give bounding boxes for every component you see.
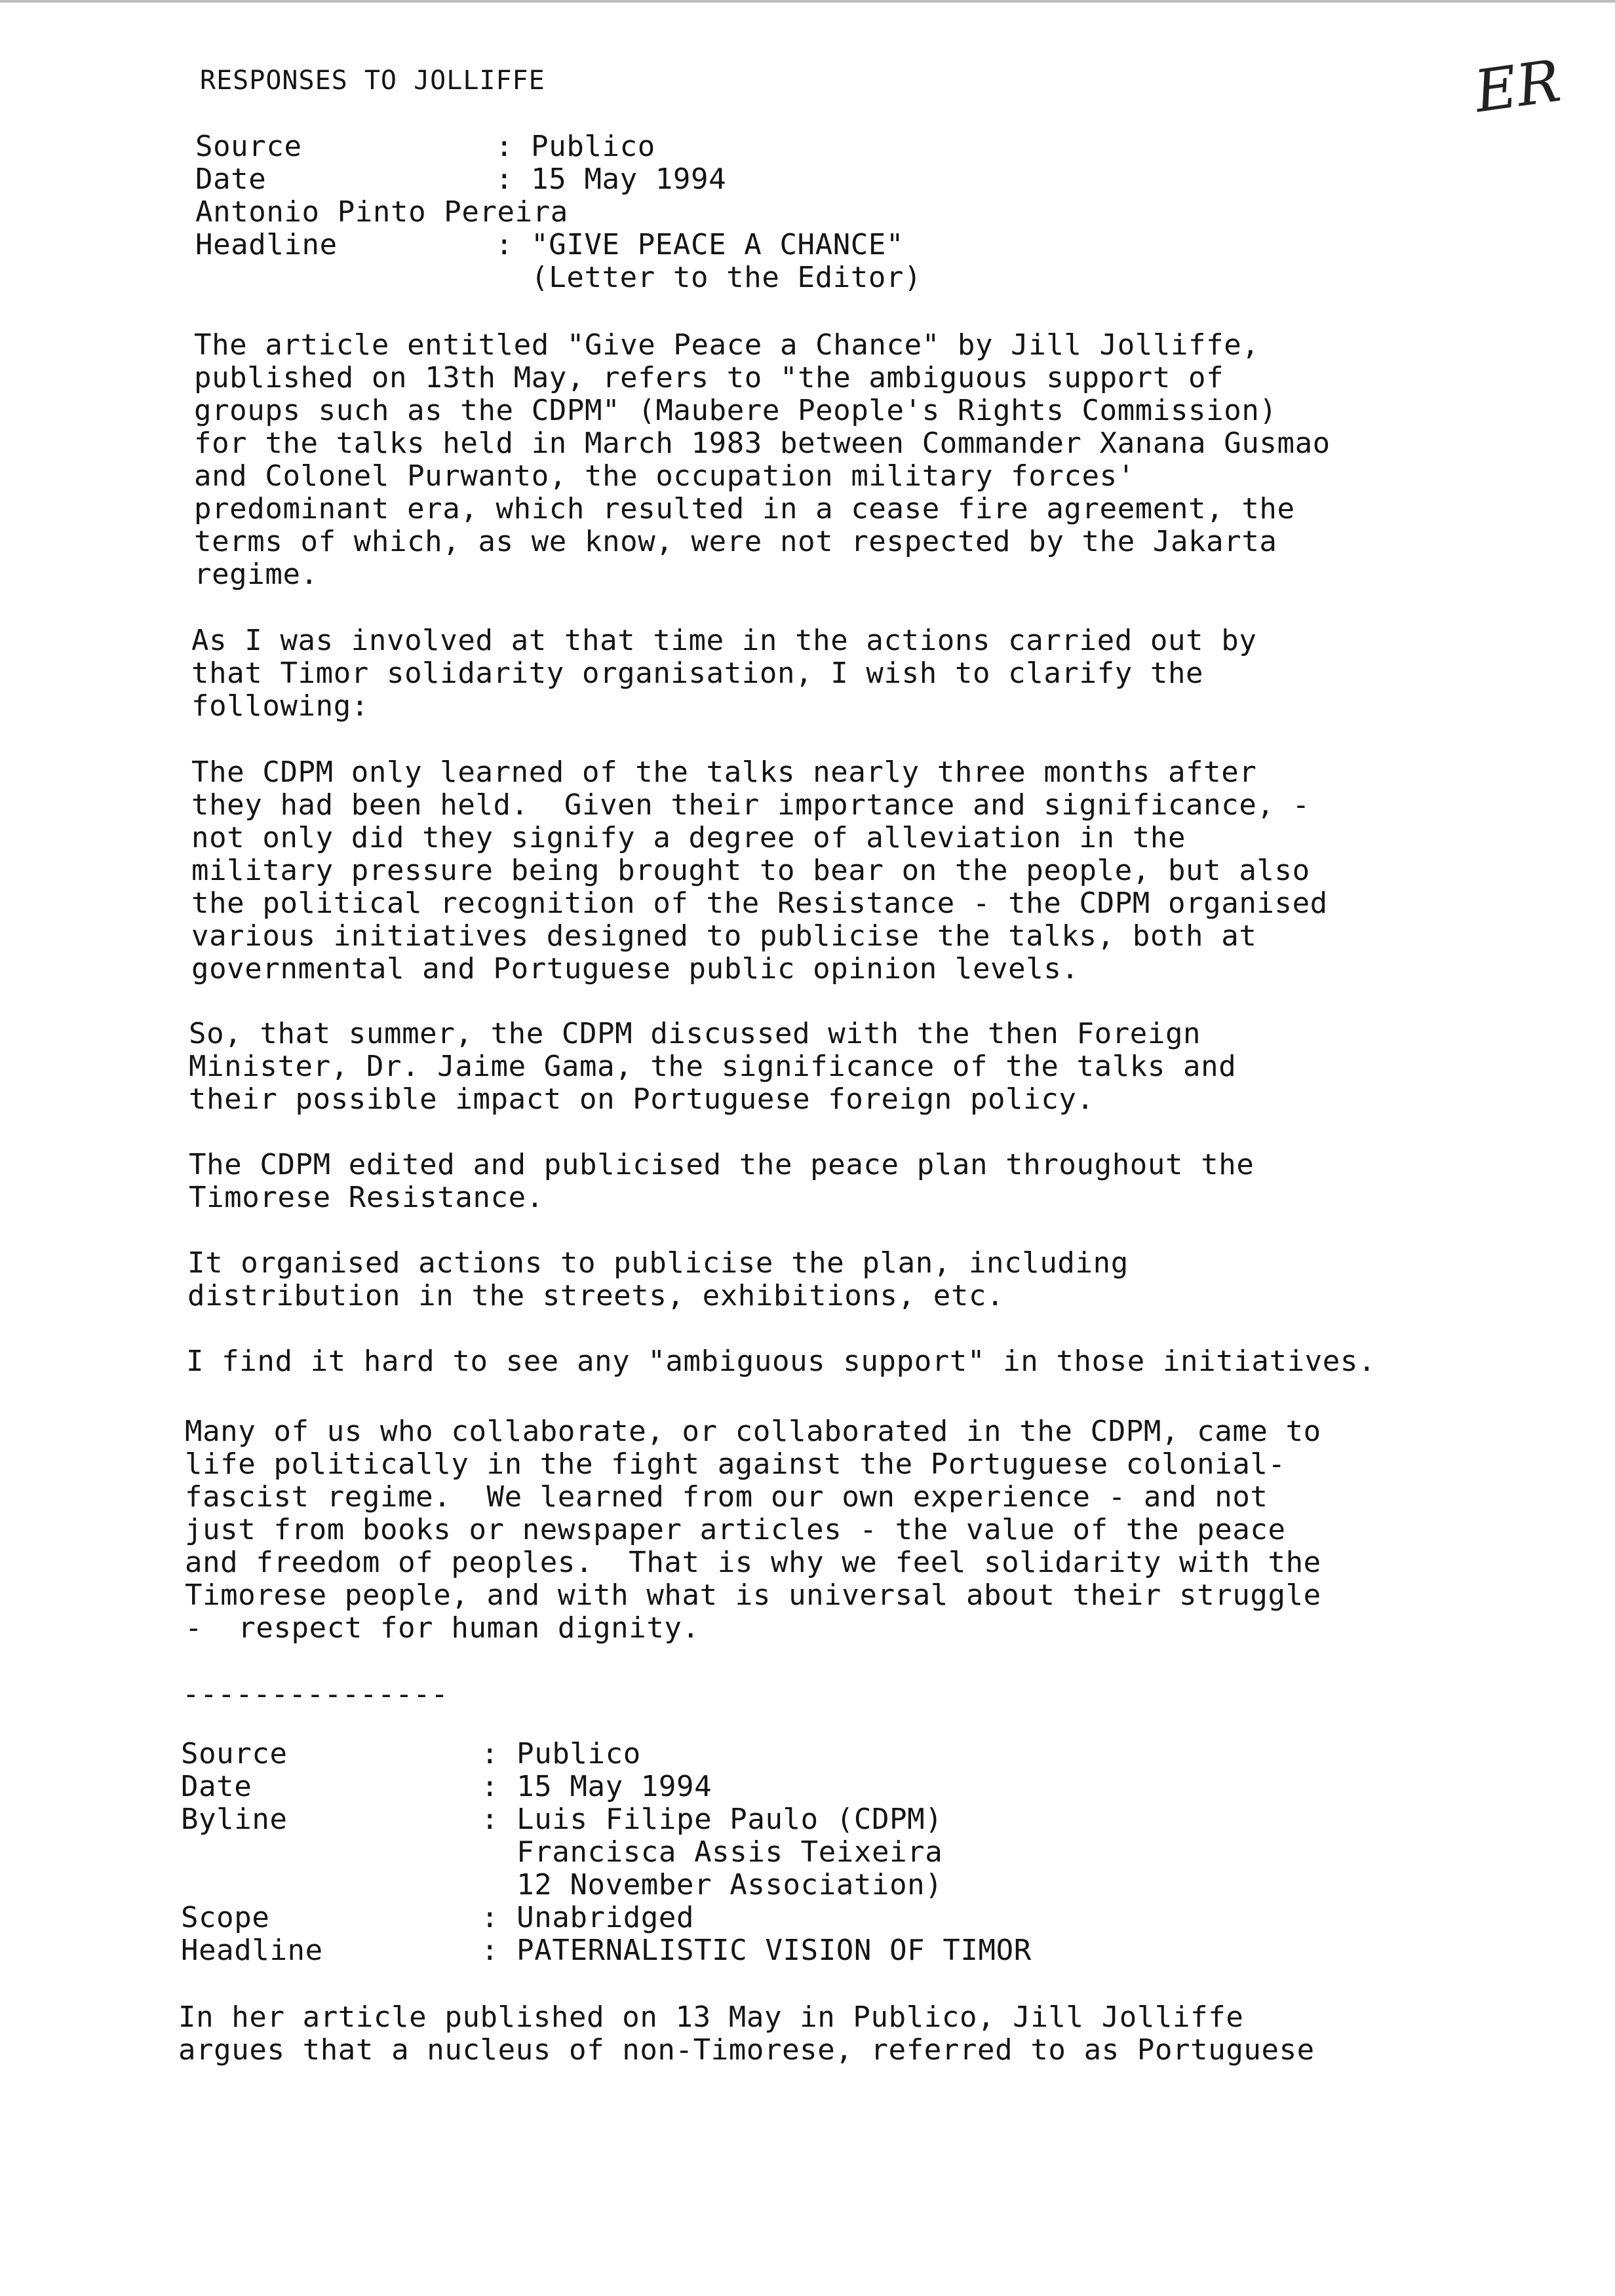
meta-value: : Unabridged xyxy=(481,1901,695,1934)
meta-label: Headline xyxy=(181,1934,323,1967)
meta-value: : Publico xyxy=(481,1737,641,1770)
meta-label: Headline xyxy=(195,228,338,261)
document-title: RESPONSES TO JOLLIFFE xyxy=(200,66,545,96)
meta-value: : 15 May 1994 xyxy=(481,1770,712,1803)
page-top-edge xyxy=(0,0,1615,3)
meta-label: Antonio Pinto Pereira xyxy=(195,195,568,229)
section-separator: --------------- xyxy=(182,1677,449,1711)
article1-paragraph-8: Many of us who collaborate, or collaborated in the CDPM, came to life politically in the fight against the Portuguese colonial- fascist regime. We learned from our own experience - and not just from books or newspaper articles - the value of the peace and freedom of peoples. That is why we feel solidarity with the Timorese people, and with what is universal about their struggle - respect for human dignity. xyxy=(185,1415,1321,1645)
meta-value: : Luis Filipe Paulo (CDPM) xyxy=(481,1803,943,1836)
article1-paragraph-6: It organised actions to publicise the plan, including distribution in the streets, exhibitions, etc. xyxy=(187,1246,1129,1312)
meta-value: : PATERNALISTIC VISION OF TIMOR xyxy=(481,1934,1032,1967)
meta-label: Date xyxy=(195,163,267,196)
article1-paragraph-2: As I was involved at that time in the actions carried out by that Timor solidarity organisation, I wish to clarify the following: xyxy=(191,624,1257,723)
article1-paragraph-3: The CDPM only learned of the talks nearly three months after they had been held. Given their importance and significance, - not only did they signify a degree of alleviation in the military pressure being brought to bear on the people, but also the political recognition of the Resistance - the CDPM organised various initiatives designed to publicise the talks, both at governmental and Portuguese public opinion levels. xyxy=(191,756,1328,985)
article1-paragraph-5: The CDPM edited and publicised the peace plan throughout the Timorese Resistance. xyxy=(189,1148,1255,1214)
meta-label: Byline xyxy=(181,1803,288,1836)
handwritten-note: ER xyxy=(1470,47,1565,126)
meta-value: : Publico xyxy=(496,130,655,163)
meta-label: Scope xyxy=(181,1901,270,1934)
meta-label: Source xyxy=(181,1737,288,1770)
meta-label: Date xyxy=(181,1770,252,1803)
article1-paragraph-1: The article entitled "Give Peace a Chance" by Jill Jolliffe, published on 13th May, refers to "the ambiguous support of groups such as the CDPM" (Maubere People's Rights Commission) for the talks held in March 1983 between Commander Xanana Gusmao and Colonel Purwanto, the occupation military forces' predominant era, which resulted in a cease fire agreement, the terms of which, as we know, were not respected by the Jakarta regime. xyxy=(194,328,1331,591)
meta-value: : "GIVE PEACE A CHANCE" xyxy=(496,228,905,261)
meta-value: 12 November Association) xyxy=(481,1868,943,1902)
meta-value: : 15 May 1994 xyxy=(496,163,727,196)
meta-label: Source xyxy=(195,130,302,163)
article1-paragraph-4: So, that summer, the CDPM discussed with the then Foreign Minister, Dr. Jaime Gama, the significance of the talks and their possible impact on Portuguese foreign policy. xyxy=(189,1017,1237,1116)
meta-value: (Letter to the Editor) xyxy=(496,261,922,294)
article2-paragraph-1: In her article published on 13 May in Publico, Jill Jolliffe argues that a nucleus of non-Timorese, referred to as Portuguese xyxy=(178,2000,1315,2067)
article1-paragraph-7: I find it hard to see any "ambiguous support" in those initiatives. xyxy=(186,1345,1376,1378)
meta-value: Francisca Assis Teixeira xyxy=(481,1835,943,1869)
